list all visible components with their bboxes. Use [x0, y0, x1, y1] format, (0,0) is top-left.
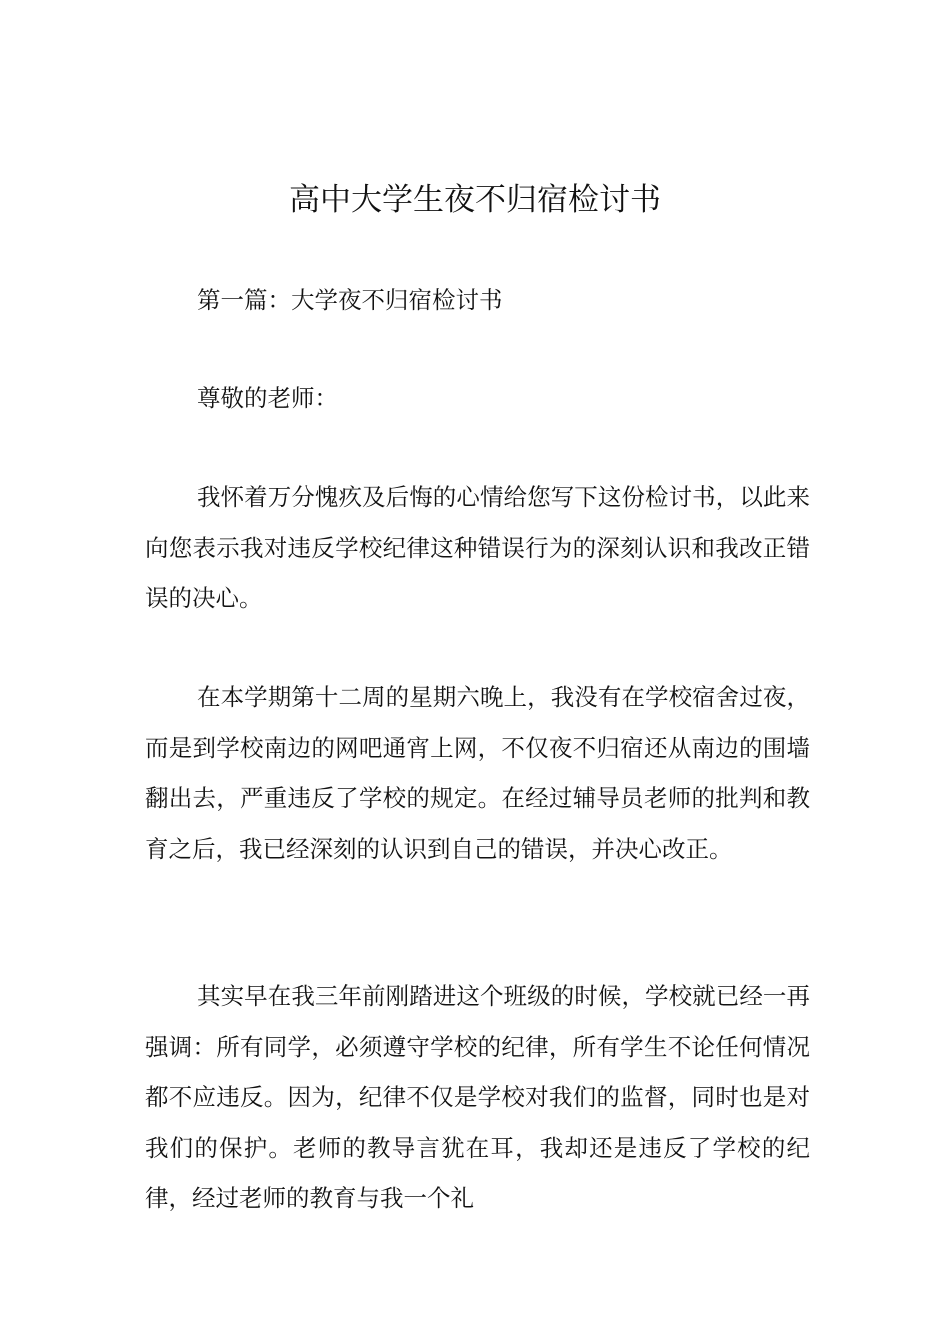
paragraph-2: 在本学期第十二周的星期六晚上，我没有在学校宿舍过夜，而是到学校南边的网吧通宵上网，不仅夜不归宿还从南边的围墙翻出去，严重违反了学校的规定。在经过辅导员老师的批判和教育之后，我已经深刻的认识到自己的错误，并决心改正。: [145, 683, 810, 863]
paragraph-1: 我怀着万分愧疚及后悔的心情给您写下这份检讨书，以此来向您表示我对违反学校纪律这种错误行为的深刻认识和我改正错误的决心。: [145, 483, 810, 612]
paragraph-3: 其实早在我三年前刚踏进这个班级的时候，学校就已经一再强调：所有同学，必须遵守学校的纪律，所有学生不论任何情况都不应违反。因为，纪律不仅是学校对我们的监督，同时也是对我们的保护。老师的教导言犹在耳，我却还是违反了学校的纪律，经过老师的教育与我一个礼: [145, 982, 810, 1212]
section-subheading: 第一篇：大学夜不归宿检讨书: [197, 286, 503, 314]
document-title: 高中大学生夜不归宿检讨书: [289, 182, 661, 218]
salutation: 尊敬的老师：: [197, 384, 338, 412]
